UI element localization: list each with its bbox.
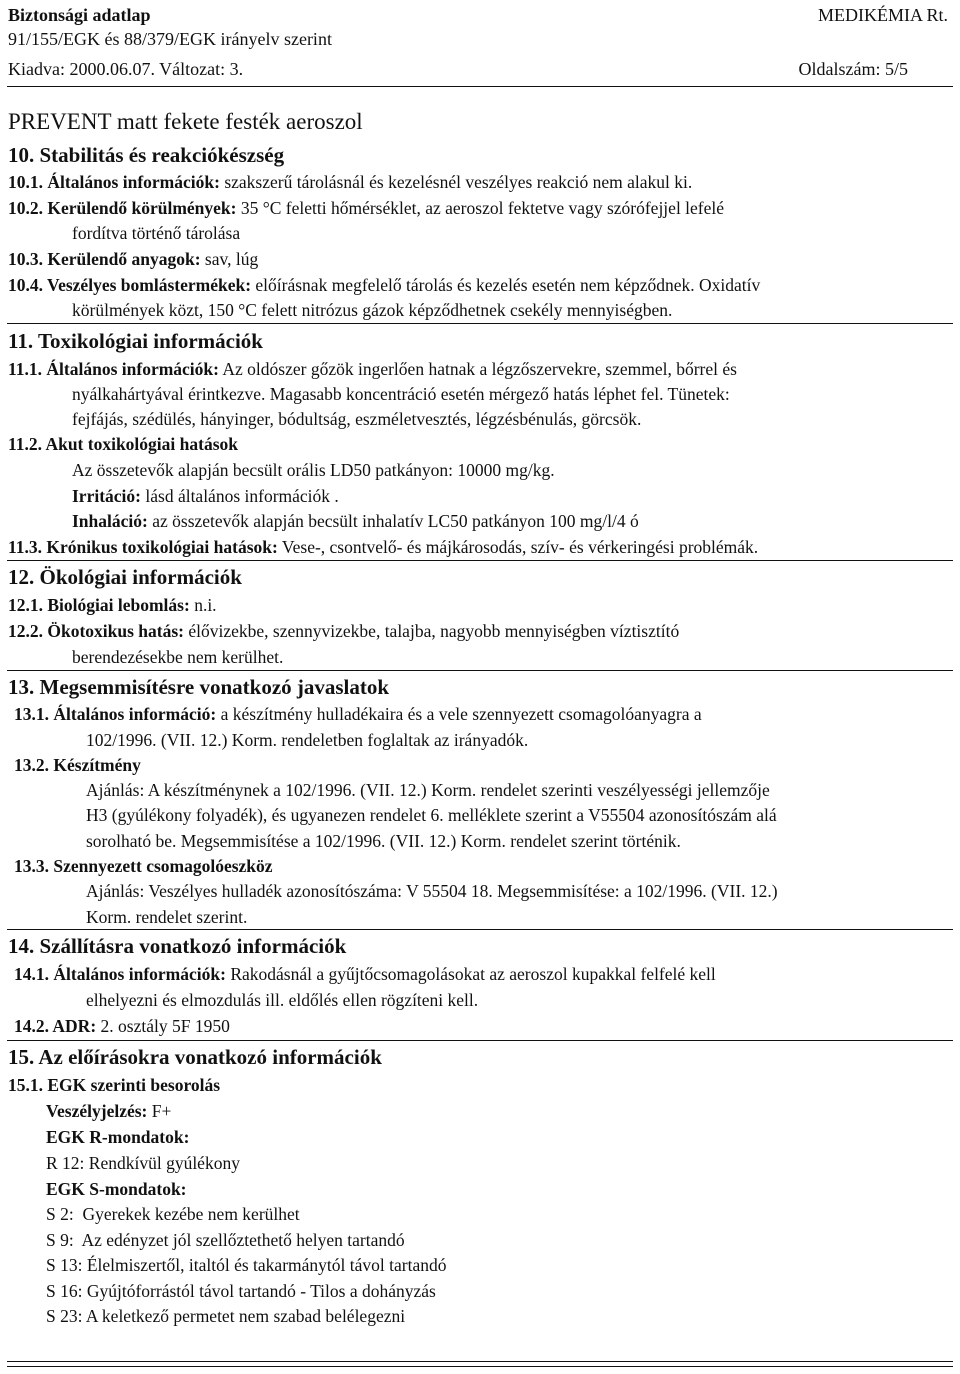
s11-2-title: 11.2. Akut toxikológiai hatások xyxy=(8,434,238,454)
s15-1-title: 15.1. EGK szerinti besorolás xyxy=(8,1075,221,1095)
s10-1: 10.1. Általános információk: szakszerű tárolásnál és kezelésnél veszélyes reakció nem alakul ki. xyxy=(8,172,693,192)
header-doc-type: Biztonsági adatlap xyxy=(8,5,151,25)
section-14-rule xyxy=(7,1040,953,1041)
s11-2-irritation: Irritáció: lásd általános információk . xyxy=(72,486,339,506)
s12-2-cont: berendezésekbe nem kerülhet. xyxy=(72,647,284,667)
s12-2: 12.2. Ökotoxikus hatás: élővizekbe, szennyvizekbe, talajba, nagyobb mennyiségben víztisztító xyxy=(8,621,680,641)
s14-2: 14.2. ADR: 2. osztály 5F 1950 xyxy=(14,1016,230,1036)
section-11-rule xyxy=(7,560,953,561)
s15-s-label: EGK S-mondatok: xyxy=(46,1179,187,1199)
s13-1-cont: 102/1996. (VII. 12.) Korm. rendeletben foglaltak az irányadók. xyxy=(86,730,529,750)
s13-2-line2: H3 (gyúlékony folyadék), és ugyanezen rendelet 6. melléklete szerint a V55504 azonosítószám alá xyxy=(86,805,777,825)
footer-rule-top xyxy=(7,1361,953,1362)
s14-1: 14.1. Általános információk: Rakodásnál a gyűjtőcsomagolásokat az aeroszol kupakkal felfelé kell xyxy=(14,964,716,984)
s13-2-title: 13.2. Készítmény xyxy=(14,755,141,775)
s10-3: 10.3. Kerülendő anyagok: sav, lúg xyxy=(8,249,259,269)
s10-2-cont: fordítva történő tárolása xyxy=(72,223,241,243)
s11-2-ld50: Az összetevők alapján becsült orális LD50 patkányon: 10000 mg/kg. xyxy=(72,460,555,480)
s15-r12: R 12: Rendkívül gyúlékony xyxy=(46,1153,240,1173)
s15-s16: S 16: Gyújtóforrástól távol tartandó - Tilos a dohányzás xyxy=(46,1281,436,1301)
s14-1-cont: elhelyezni és elmozdulás ill. eldőlés ellen rögzíteni kell. xyxy=(86,990,479,1010)
s11-2-inhalation: Inhaláció: az összetevők alapján becsült inhalatív LC50 patkányon 100 mg/l/4 ó xyxy=(72,511,639,531)
s10-4: 10.4. Veszélyes bomlástermékek: előírásnak megfelelő tárolás és kezelés esetén nem képződnek. Oxidatív xyxy=(8,275,761,295)
header-company: MEDIKÉMIA Rt. xyxy=(818,5,948,25)
footer-rule-bottom xyxy=(7,1366,953,1367)
section-12-title: 12. Ökológiai információk xyxy=(8,565,242,589)
product-title: PREVENT matt fekete festék aeroszol xyxy=(8,109,363,134)
s15-s23: S 23: A keletkező permetet nem szabad belélegezni xyxy=(46,1306,406,1326)
section-15-title: 15. Az előírásokra vonatkozó információk xyxy=(8,1045,382,1069)
s13-3-line1: Ajánlás: Veszélyes hulladék azonosítószáma: V 55504 18. Megsemmisítése: a 102/1996. (VII. 12.) xyxy=(86,881,778,901)
section-12-rule xyxy=(7,670,953,671)
s11-3: 11.3. Krónikus toxikológiai hatások: Vese-, csontvelő- és májkárosodás, szív- és vérkeringési problémák. xyxy=(8,537,759,557)
s10-2: 10.2. Kerülendő körülmények: 35 °C feletti hőmérséklet, az aeroszol fektetve vagy szórófejjel lefelé xyxy=(8,198,725,218)
s15-r-label: EGK R-mondatok: xyxy=(46,1127,190,1147)
section-10-title: 10. Stabilitás és reakciókészség xyxy=(8,143,285,167)
s13-3-line2: Korm. rendelet szerint. xyxy=(86,907,248,927)
section-14-title: 14. Szállításra vonatkozó információk xyxy=(8,934,347,958)
s15-hazard: Veszélyjelzés: F+ xyxy=(46,1101,172,1121)
s13-2-line1: Ajánlás: A készítménynek a 102/1996. (VII. 12.) Korm. rendelet szerinti veszélyességi jellemzője xyxy=(86,780,770,800)
s15-s2: S 2: Gyerekek kezébe nem kerülhet xyxy=(46,1204,300,1224)
s15-s9: S 9: Az edényzet jól szellőztethető helyen tartandó xyxy=(46,1230,405,1250)
section-11-title: 11. Toxikológiai információk xyxy=(8,329,263,353)
section-10-rule xyxy=(7,323,953,324)
header-issue: Kiadva: 2000.06.07. Változat: 3. xyxy=(8,59,244,79)
s13-3-title: 13.3. Szennyezett csomagolóeszköz xyxy=(14,856,273,876)
s11-1-cont2: fejfájás, szédülés, hányinger, bódultság, eszméletvesztés, légzésbénulás, görcsök. xyxy=(72,409,642,429)
s12-1: 12.1. Biológiai lebomlás: n.i. xyxy=(8,595,217,615)
section-13-title: 13. Megsemmisítésre vonatkozó javaslatok xyxy=(8,675,390,699)
section-13-rule xyxy=(7,929,953,930)
s11-1-cont1: nyálkahártyával érintkezve. Magasabb koncentráció esetén mérgező hatás léphet fel. Tünetek: xyxy=(72,384,730,404)
s10-4-cont: körülmények közt, 150 °C felett nitrózus gázok képződhetnek csekély mennyiségben. xyxy=(72,300,673,320)
header-page-number: Oldalszám: 5/5 xyxy=(798,59,908,79)
s11-1: 11.1. Általános információk: Az oldószer gőzök ingerlően hatnak a légzőszervekre, szemmel, bőrrel és xyxy=(8,359,737,379)
s13-1: 13.1. Általános információ: a készítmény hulladékaira és a vele szennyezett csomagolóanyagra a xyxy=(14,704,702,724)
s15-s13: S 13: Élelmiszertől, italtól és takarmánytól távol tartandó xyxy=(46,1255,447,1275)
header-directive: 91/155/EGK és 88/379/EGK irányelv szerint xyxy=(8,29,332,49)
header-rule xyxy=(7,86,953,87)
s13-2-line3: sorolható be. Megsemmisítése a 102/1996. (VII. 12.) Korm. rendelet szerint történik. xyxy=(86,831,681,851)
